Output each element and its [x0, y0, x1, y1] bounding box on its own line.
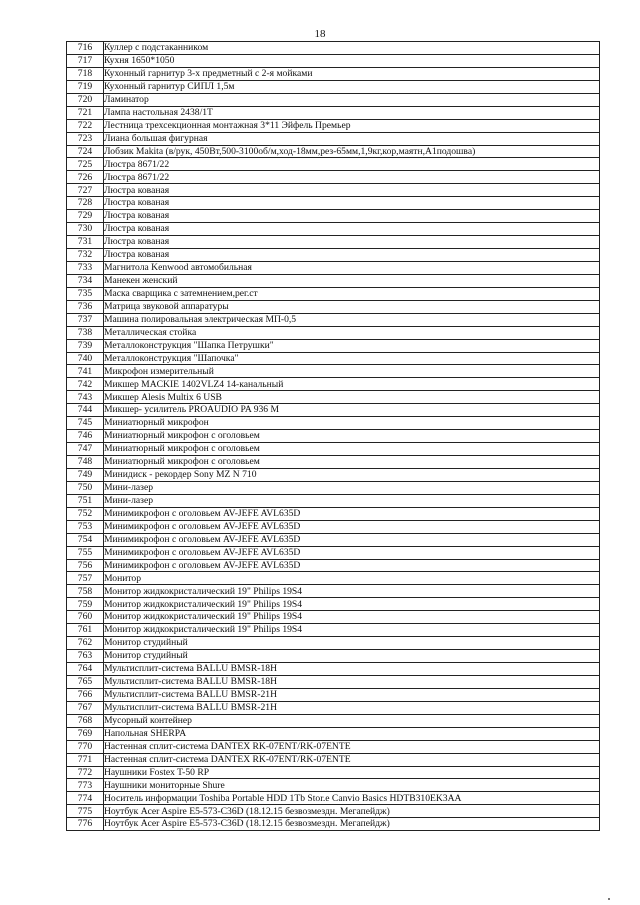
table-row: [67, 624, 600, 637]
item-name: Монитор студийный: [104, 637, 600, 650]
table-row: [67, 261, 600, 274]
item-name: Мини-лазер: [104, 481, 600, 494]
table-row: [67, 171, 600, 184]
row-number: 734: [67, 274, 104, 287]
row-number: 759: [67, 598, 104, 611]
row-number: 733: [67, 261, 104, 274]
item-name: Магнитола Kenwood автомобильная: [104, 261, 600, 274]
row-number: 721: [67, 106, 104, 119]
item-name: Мультисплит-система BALLU BMSR-21H: [104, 701, 600, 714]
row-number: 774: [67, 792, 104, 805]
row-number: 735: [67, 287, 104, 300]
table-row: [67, 106, 600, 119]
table-row: [67, 145, 600, 158]
table-row: [67, 378, 600, 391]
page-number: 18: [314, 28, 326, 40]
row-number: 724: [67, 145, 104, 158]
item-name: Мусорный контейнер: [104, 714, 600, 727]
table-row: [67, 688, 600, 701]
item-name: Мультисплит-система BALLU BMSR-18H: [104, 663, 600, 676]
item-name: Кухня 1650*1050: [104, 54, 600, 67]
item-name: Настенная сплит-система DANTEX RK-07ENT/RK-07ENTE: [104, 753, 600, 766]
item-name: Минимикрофон с оголовьем AV-JEFE AVL635D: [104, 546, 600, 559]
item-name: Куллер с подстаканником: [104, 42, 600, 55]
row-number: 739: [67, 339, 104, 352]
row-number: 738: [67, 326, 104, 339]
row-number: 743: [67, 391, 104, 404]
table-row: [67, 417, 600, 430]
table-row: [67, 559, 600, 572]
row-number: 761: [67, 624, 104, 637]
item-name: Минимикрофон с оголовьем AV-JEFE AVL635D: [104, 559, 600, 572]
row-number: 722: [67, 119, 104, 132]
row-number: 718: [67, 67, 104, 80]
item-name: Кухонный гарнитур СИПЛ 1,5м: [104, 80, 600, 93]
row-number: 720: [67, 93, 104, 106]
inventory-table: [66, 41, 600, 831]
row-number: 756: [67, 559, 104, 572]
row-number: 753: [67, 520, 104, 533]
row-number: 771: [67, 753, 104, 766]
table-row: [67, 740, 600, 753]
item-name: Люстра кованая: [104, 184, 600, 197]
table-row: [67, 598, 600, 611]
row-number: 773: [67, 779, 104, 792]
item-name: Монитор жидкокристалический 19" Philips 19S4: [104, 624, 600, 637]
item-name: Напольная SHERPA: [104, 727, 600, 740]
row-number: 740: [67, 352, 104, 365]
table-row: [67, 119, 600, 132]
item-name: Ноутбук Acer Aspire E5-573-C36D (18.12.15 безвозмездн. Мегапейдж): [104, 818, 600, 831]
row-number: 723: [67, 132, 104, 145]
item-name: Миниатюрный микрофон с оголовьем: [104, 430, 600, 443]
row-number: 770: [67, 740, 104, 753]
table-row: [67, 210, 600, 223]
row-number: 757: [67, 572, 104, 585]
item-name: Микшер- усилитель PROAUDIO PA 936 M: [104, 404, 600, 417]
table-row: [67, 197, 600, 210]
row-number: 748: [67, 456, 104, 469]
item-name: Металлоконструкция "Шапочка": [104, 352, 600, 365]
item-name: Миниатюрный микрофон с оголовьем: [104, 443, 600, 456]
table-row: [67, 93, 600, 106]
table-row: [67, 766, 600, 779]
table-row: [67, 701, 600, 714]
row-number: 769: [67, 727, 104, 740]
row-number: 725: [67, 158, 104, 171]
table-row: [67, 132, 600, 145]
item-name: Металлическая стойка: [104, 326, 600, 339]
row-number: 776: [67, 818, 104, 831]
table-row: [67, 352, 600, 365]
row-number: 767: [67, 701, 104, 714]
item-name: Металлоконструкция "Шапка Петрушки": [104, 339, 600, 352]
table-row: [67, 572, 600, 585]
row-number: 727: [67, 184, 104, 197]
table-row: [67, 158, 600, 171]
item-name: Люстра кованая: [104, 210, 600, 223]
table-row: [67, 184, 600, 197]
table-row: [67, 468, 600, 481]
row-number: 750: [67, 481, 104, 494]
table-row: [67, 611, 600, 624]
row-number: 758: [67, 585, 104, 598]
table-row: [67, 223, 600, 236]
table-row: [67, 456, 600, 469]
table-row: [67, 637, 600, 650]
row-number: 765: [67, 675, 104, 688]
row-number: 729: [67, 210, 104, 223]
scan-dot: [608, 898, 610, 900]
table-row: [67, 520, 600, 533]
table-row: [67, 585, 600, 598]
row-number: 726: [67, 171, 104, 184]
table-row: [67, 80, 600, 93]
item-name: Мультисплит-система BALLU BMSR-21H: [104, 688, 600, 701]
row-number: 764: [67, 663, 104, 676]
item-name: Лестница трехсекционная монтажная 3*11 Эйфель Премьер: [104, 119, 600, 132]
table-row: [67, 727, 600, 740]
row-number: 775: [67, 805, 104, 818]
table-row: [67, 249, 600, 262]
row-number: 716: [67, 42, 104, 55]
table-row: [67, 67, 600, 80]
item-name: Монитор: [104, 572, 600, 585]
item-name: Ноутбук Acer Aspire E5-573-C36D (18.12.15 безвозмездн. Мегапейдж): [104, 805, 600, 818]
table-row: [67, 404, 600, 417]
item-name: Лобзик Makita (в/рук, 450Вт,500-3100об/м,ход-18мм,рез-65мм,1,9кг,кор,маятн,А1подошва): [104, 145, 600, 158]
table-row: [67, 313, 600, 326]
table-row: [67, 546, 600, 559]
item-name: Миниатюрный микрофон: [104, 417, 600, 430]
table-row: [67, 300, 600, 313]
row-number: 742: [67, 378, 104, 391]
table-row: [67, 805, 600, 818]
table-row: [67, 287, 600, 300]
item-name: Носитель информации Toshiba Portable HDD 1Tb Stor.e Canvio Basics HDTB310EK3AA: [104, 792, 600, 805]
item-name: Микрофон измерительный: [104, 365, 600, 378]
row-number: 746: [67, 430, 104, 443]
item-name: Мини-лазер: [104, 494, 600, 507]
table-row: [67, 481, 600, 494]
item-name: Наушники Fostex T-50 RP: [104, 766, 600, 779]
item-name: Минимикрофон с оголовьем AV-JEFE AVL635D: [104, 533, 600, 546]
item-name: Люстра кованая: [104, 236, 600, 249]
row-number: 717: [67, 54, 104, 67]
item-name: Миниатюрный микрофон с оголовьем: [104, 456, 600, 469]
row-number: 766: [67, 688, 104, 701]
item-name: Минимикрофон с оголовьем AV-JEFE AVL635D: [104, 507, 600, 520]
table-row: [67, 430, 600, 443]
table-row: [67, 779, 600, 792]
table-row: [67, 443, 600, 456]
row-number: 747: [67, 443, 104, 456]
table-row: [67, 792, 600, 805]
item-name: Настенная сплит-система DANTEX RK-07ENT/RK-07ENTE: [104, 740, 600, 753]
item-name: Лиана большая фигурная: [104, 132, 600, 145]
item-name: Мультисплит-система BALLU BMSR-18H: [104, 675, 600, 688]
row-number: 736: [67, 300, 104, 313]
table-row: [67, 326, 600, 339]
item-name: Маска сварщика с затемнением,рег.ст: [104, 287, 600, 300]
row-number: 762: [67, 637, 104, 650]
row-number: 719: [67, 80, 104, 93]
table-row: [67, 753, 600, 766]
item-name: Матрица звуковой аппаратуры: [104, 300, 600, 313]
table-row: [67, 494, 600, 507]
row-number: 737: [67, 313, 104, 326]
table-row: [67, 274, 600, 287]
table-row: [67, 339, 600, 352]
row-number: 772: [67, 766, 104, 779]
row-number: 749: [67, 468, 104, 481]
item-name: Монитор жидкокристалический 19" Philips 19S4: [104, 611, 600, 624]
table-row: [67, 663, 600, 676]
row-number: 768: [67, 714, 104, 727]
row-number: 745: [67, 417, 104, 430]
table-row: [67, 54, 600, 67]
table-row: [67, 818, 600, 831]
row-number: 754: [67, 533, 104, 546]
row-number: 731: [67, 236, 104, 249]
item-name: Микшер Alesis Multix 6 USB: [104, 391, 600, 404]
row-number: 755: [67, 546, 104, 559]
row-number: 732: [67, 249, 104, 262]
table-row: [67, 236, 600, 249]
table-row: [67, 714, 600, 727]
item-name: Ламинатор: [104, 93, 600, 106]
item-name: Люстра кованая: [104, 197, 600, 210]
row-number: 760: [67, 611, 104, 624]
table-row: [67, 365, 600, 378]
row-number: 728: [67, 197, 104, 210]
inventory-table-body: [67, 42, 600, 831]
item-name: Наушники мониторные Shure: [104, 779, 600, 792]
item-name: Люстра кованая: [104, 249, 600, 262]
row-number: 744: [67, 404, 104, 417]
item-name: Машина полировальная электрическая МП-0,5: [104, 313, 600, 326]
row-number: 752: [67, 507, 104, 520]
item-name: Люстра кованая: [104, 223, 600, 236]
item-name: Минидиск - рекордер Sony MZ N 710: [104, 468, 600, 481]
table-row: [67, 675, 600, 688]
item-name: Минимикрофон с оголовьем AV-JEFE AVL635D: [104, 520, 600, 533]
item-name: Люстра 8671/22: [104, 171, 600, 184]
table-row: [67, 533, 600, 546]
table-row: [67, 507, 600, 520]
table-row: [67, 42, 600, 55]
item-name: Микшер MACKIE 1402VLZ4 14-канальный: [104, 378, 600, 391]
item-name: Монитор студийный: [104, 650, 600, 663]
row-number: 741: [67, 365, 104, 378]
item-name: Монитор жидкокристалический 19" Philips 19S4: [104, 598, 600, 611]
item-name: Кухонный гарнитур 3-х предметный с 2-я мойками: [104, 67, 600, 80]
item-name: Люстра 8671/22: [104, 158, 600, 171]
item-name: Манекен женский: [104, 274, 600, 287]
table-row: [67, 391, 600, 404]
item-name: Монитор жидкокристалический 19" Philips 19S4: [104, 585, 600, 598]
row-number: 751: [67, 494, 104, 507]
item-name: Лампа настольная 2438/1Т: [104, 106, 600, 119]
row-number: 763: [67, 650, 104, 663]
table-row: [67, 650, 600, 663]
row-number: 730: [67, 223, 104, 236]
